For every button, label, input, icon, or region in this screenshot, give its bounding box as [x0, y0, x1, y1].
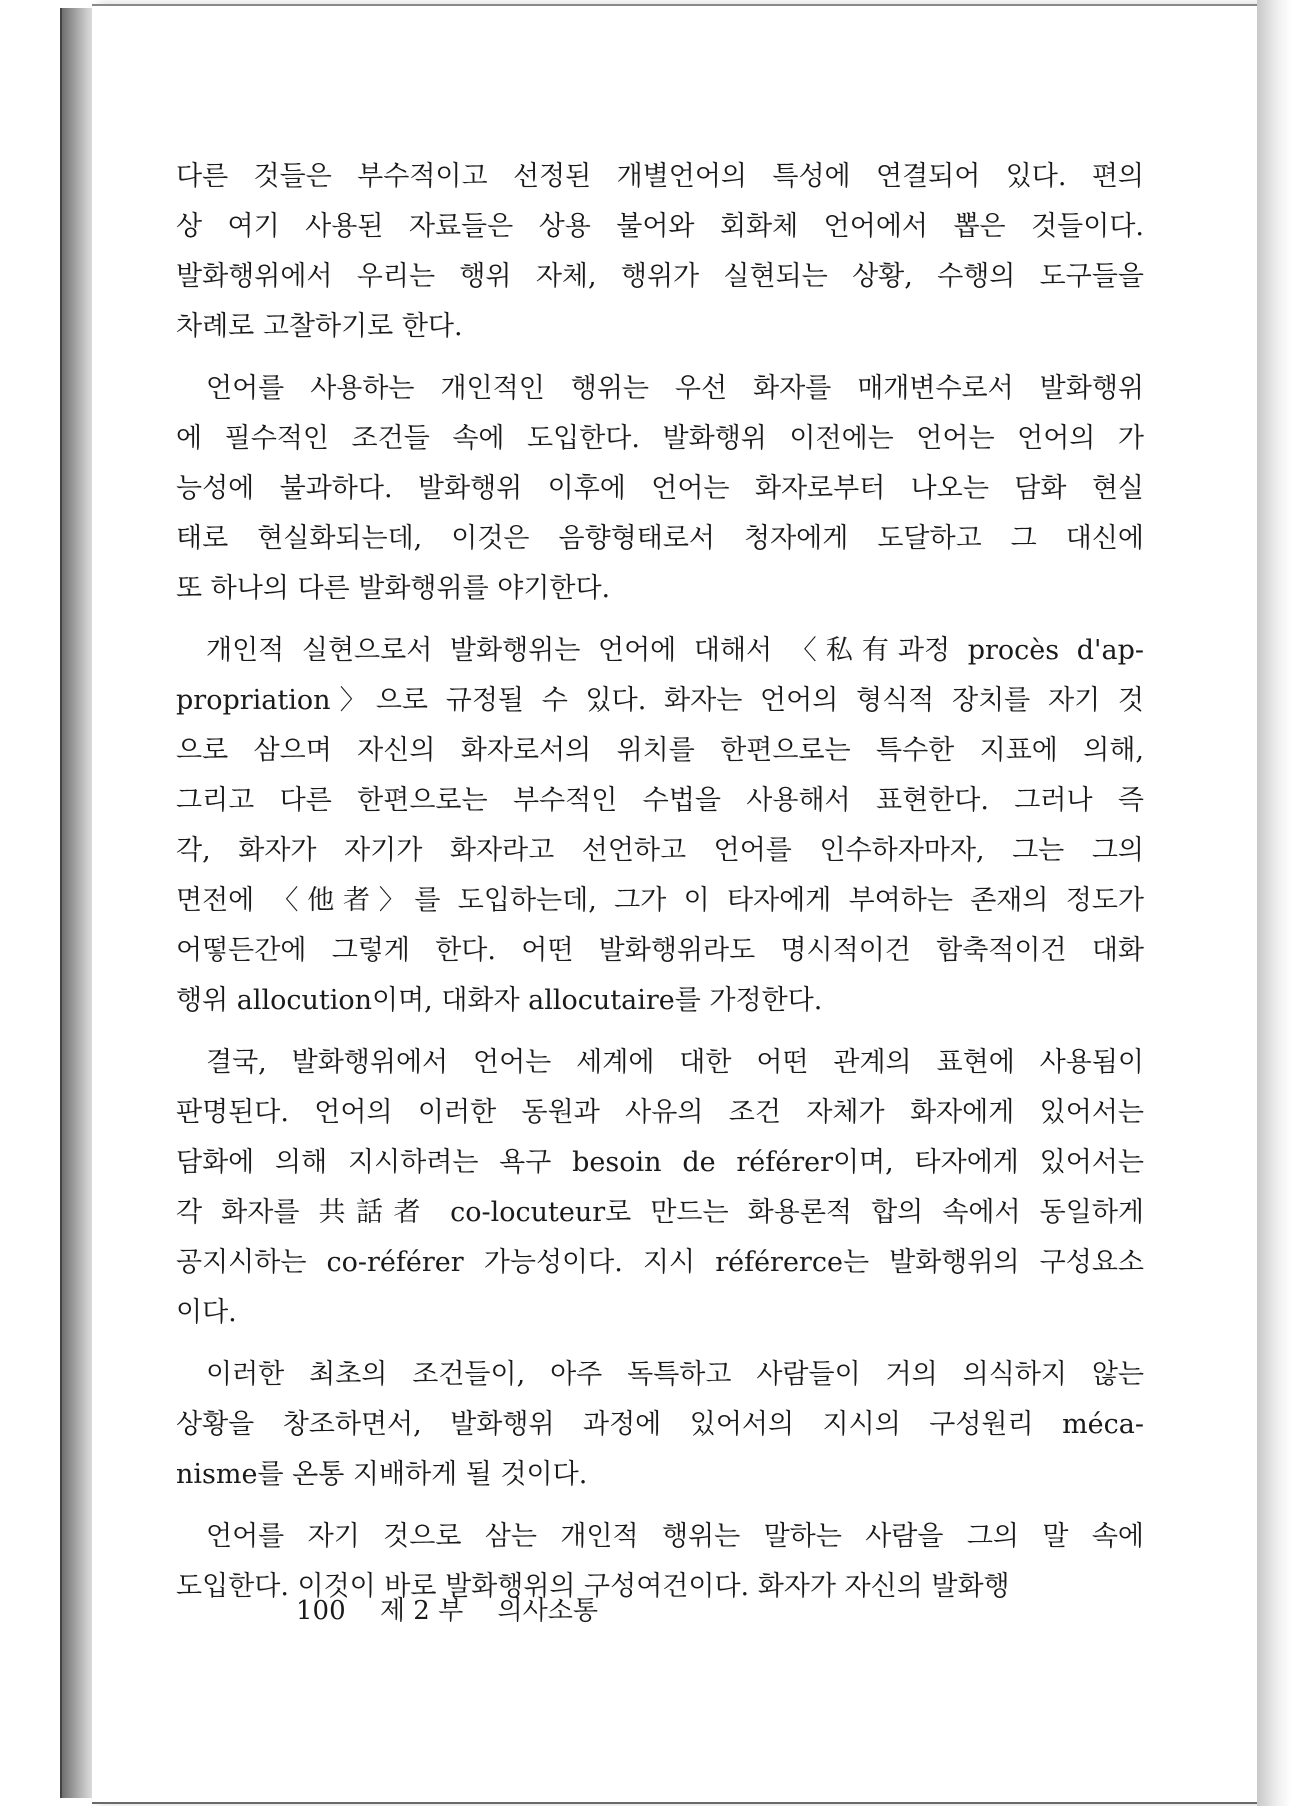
text-line: propriation〉으로 규정될 수 있다. 화자는 언어의 형식적 장치를 자기 것	[176, 685, 1144, 716]
text-line: 담화에 의해 지시하려는 욕구 besoin de référer이며, 타자에게 있어서는	[176, 1147, 1144, 1178]
paragraph-gap	[176, 1026, 1144, 1038]
text-line: 각, 화자가 자기가 화자라고 선언하고 언어를 인수하자마자, 그는 그의	[176, 835, 1144, 866]
text-line: nisme를 온통 지배하게 될 것이다.	[176, 1459, 588, 1490]
body-text	[176, 152, 1144, 1612]
book-spine-edge	[60, 8, 94, 1798]
text-line: 이러한 최초의 조건들이, 아주 독특하고 사람들이 거의 의식하지 않는	[206, 1359, 1144, 1390]
text-line: 발화행위에서 우리는 행위 자체, 행위가 실현되는 상황, 수행의 도구들을	[176, 261, 1144, 292]
text-line: 차례로 고찰하기로 한다.	[176, 311, 463, 342]
text-line: 어떻든간에 그렇게 한다. 어떤 발화행위라도 명시적이건 함축적이건 대화	[176, 935, 1144, 966]
text-line: 결국, 발화행위에서 언어는 세계에 대한 어떤 관계의 표현에 사용됨이	[206, 1047, 1144, 1078]
paragraph-gap	[176, 1338, 1144, 1350]
text-line: 판명된다. 언어의 이러한 동원과 사유의 조건 자체가 화자에게 있어서는	[176, 1097, 1144, 1128]
text-line: 개인적 실현으로서 발화행위는 언어에 대해서 〈私有과정 procès d'ap-	[206, 635, 1144, 666]
text-line: 으로 삼으며 자신의 화자로서의 위치를 한편으로는 특수한 지표에 의해,	[176, 735, 1144, 766]
text-line: 면전에 〈他者〉를 도입하는데, 그가 이 타자에게 부여하는 존재의 정도가	[176, 885, 1144, 916]
text-line: 도입한다. 이것이 바로 발화행위의 구성여건이다. 화자가 자신의 발화행	[176, 1571, 1010, 1602]
text-line: 그리고 다른 한편으로는 부수적인 수법을 사용해서 표현한다. 그러나 즉	[176, 785, 1144, 816]
paragraph-gap	[176, 1500, 1144, 1512]
text-line: 상 여기 사용된 자료들은 상용 불어와 회화체 언어에서 뽑은 것들이다.	[176, 211, 1144, 242]
text-line: 이다.	[176, 1297, 237, 1328]
text-line: 능성에 불과하다. 발화행위 이후에 언어는 화자로부터 나오는 담화 현실	[176, 473, 1144, 504]
paragraph	[176, 626, 1144, 1026]
text-line: 다른 것들은 부수적이고 선정된 개별언어의 특성에 연결되어 있다. 편의	[176, 161, 1144, 192]
page-footer	[296, 1590, 624, 1627]
text-line: 상황을 창조하면서, 발화행위 과정에 있어서의 지시의 구성원리 méca-	[176, 1409, 1144, 1440]
paragraph	[176, 152, 1144, 352]
part-label: 제 2 부	[379, 1596, 464, 1626]
paragraph	[176, 364, 1144, 614]
paragraph-gap	[176, 352, 1144, 364]
text-line: 각 화자를 共話者 co-locuteur로 만드는 화용론적 합의 속에서 동일하게	[176, 1197, 1144, 1228]
text-line: 언어를 자기 것으로 삼는 개인적 행위는 말하는 사람을 그의 말 속에	[206, 1521, 1144, 1552]
paragraph	[176, 1038, 1144, 1338]
text-line: 공지시하는 co-référer 가능성이다. 지시 référerce는 발화행위의 구성요소	[176, 1247, 1144, 1278]
section-label: 의사소통	[497, 1596, 598, 1626]
text-line: 언어를 사용하는 개인적인 행위는 우선 화자를 매개변수로서 발화행위	[206, 373, 1144, 404]
paragraph-gap	[176, 614, 1144, 626]
text-line: 행위 allocution이며, 대화자 allocutaire를 가정한다.	[176, 985, 823, 1016]
page-shadow	[1257, 0, 1291, 1806]
page-number: 100	[296, 1596, 346, 1626]
paragraph	[176, 1350, 1144, 1500]
text-line: 또 하나의 다른 발화행위를 야기한다.	[176, 573, 611, 604]
text-line: 태로 현실화되는데, 이것은 음향형태로서 청자에게 도달하고 그 대신에	[176, 523, 1144, 554]
text-line: 에 필수적인 조건들 속에 도입한다. 발화행위 이전에는 언어는 언어의 가	[176, 423, 1144, 454]
